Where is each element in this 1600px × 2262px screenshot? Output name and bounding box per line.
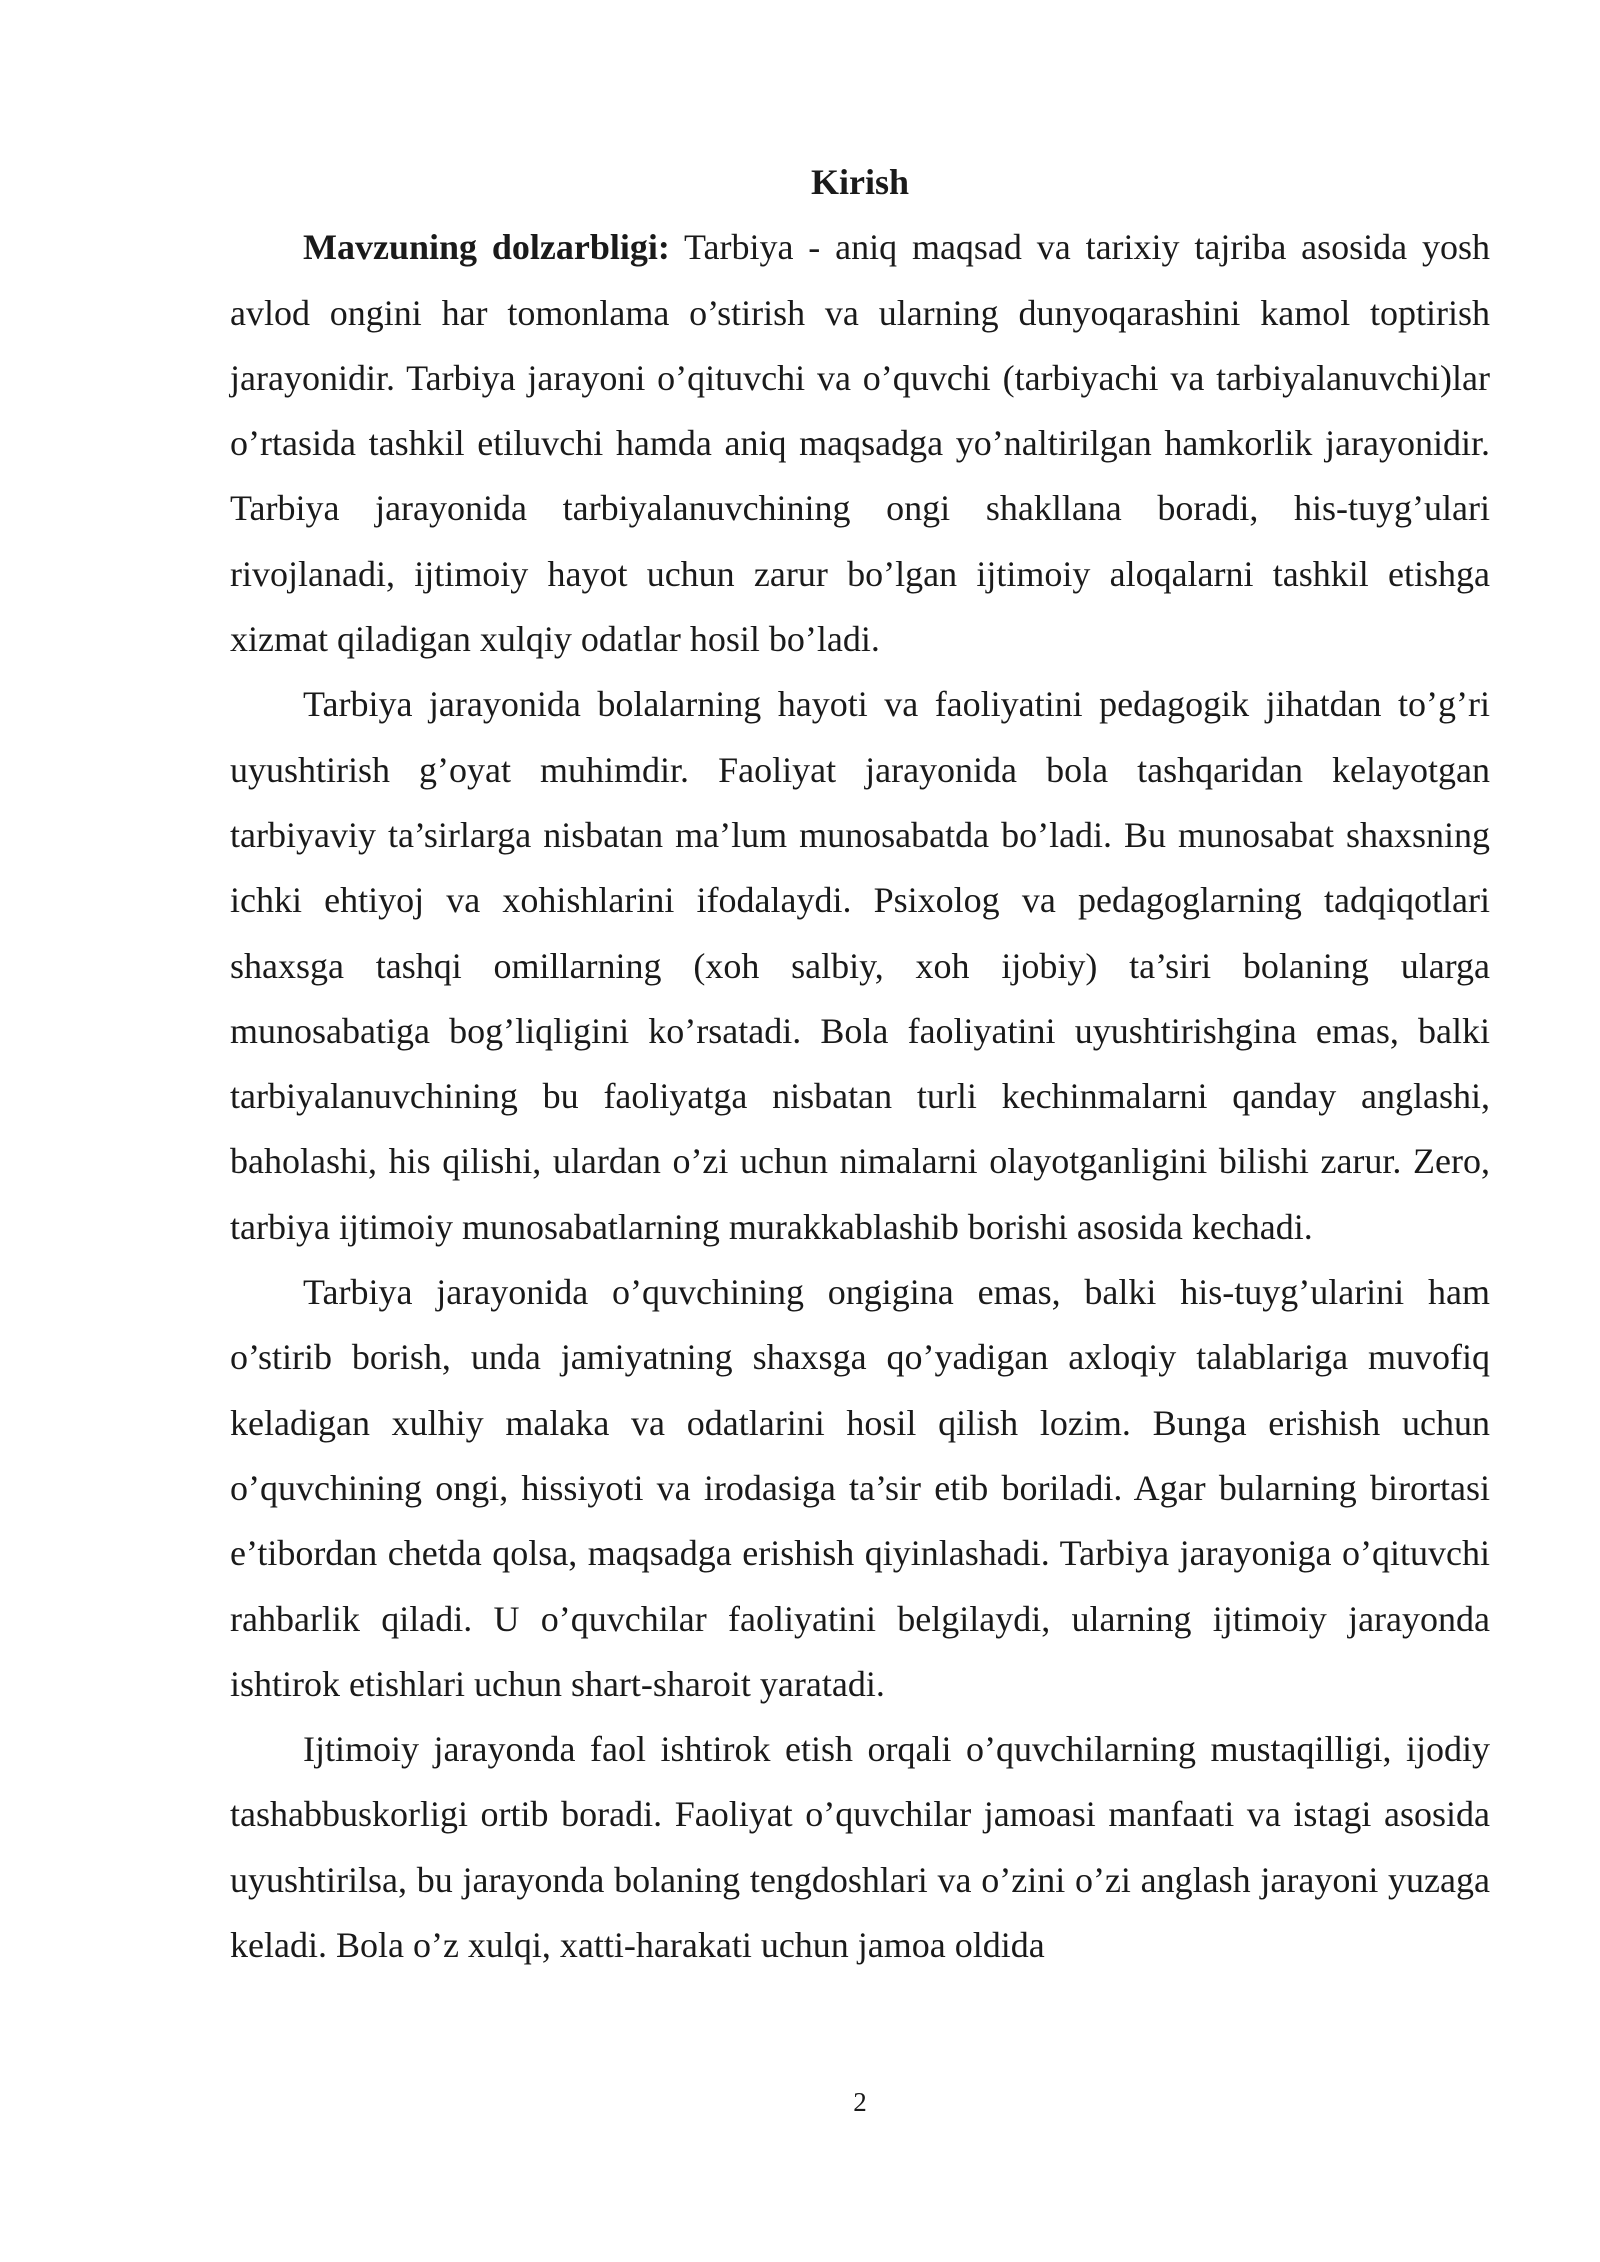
paragraph-1 <box>230 215 1490 672</box>
document-body <box>230 150 1490 1978</box>
paragraph-4: Ijtimoiy jarayonda faol ishtirok etish orqali o’quvchilarning mustaqilligi, ijodiy tashabbuskorligi ortib boradi. Faoliyat o’quvchilar jamoasi manfaati va istagi asosida uyushtirilsa, bu jarayonda bolaning tengdoshlari va o’zini o’zi anglash jarayoni yuzaga keladi. Bola o’z xulqi, xatti-harakati uchun jamoa oldida <box>230 1729 1490 1966</box>
paragraph-3: Tarbiya jarayonida o’quvchining ongigina emas, balki his-tuyg’ularini ham o’stirib borish, unda jamiyatning shaxsga qo’yadigan axloqiy talablariga muvofiq keladigan xulhiy malaka va odatlarini hosil qilish lozim. Bunga erishish uchun o’quvchining ongi, hissiyoti va irodasiga ta’sir etib boriladi. Agar bularning birortasi e’tibordan chetda qolsa, maqsadga erishish qiyinlashadi. Tarbiya jarayoniga o’qituvchi rahbarlik qiladi. U o’quvchilar faoliyatini belgilaydi, ularning ijtimoiy jarayonda ishtirok etishlari uchun shart-sharoit yaratadi. <box>230 1272 1490 1704</box>
page-number: 2 <box>853 2087 867 2117</box>
paragraph-lead: Mavzuning dolzarbligi: <box>303 227 670 268</box>
paragraph-2: Tarbiya jarayonida bolalarning hayoti va faoliyatini pedagogik jihatdan to’g’ri uyushtirish g’oyat muhimdir. Faoliyat jarayonida bola tashqaridan kelayotgan tarbiyaviy ta’sirlarga nisbatan ma’lum munosabatda bo’ladi. Bu munosabat shaxsning ichki ehtiyoj va xohishlarini ifodalaydi. Psixolog va pedagoglarning tadqiqotlari shaxsga tashqi omillarning (xoh salbiy, xoh ijobiy) ta’siri bolaning ularga munosabatiga bog’liqligini ko’rsatadi. Bola faoliyatini uyushtirishgina emas, balki tarbiyalanuvchining bu faoliyatga nisbatan turli kechinmalarni qanday anglashi, baholashi, his qilishi, ulardan o’zi uchun nimalarni olayotganligini bilishi zarur. Zero, tarbiya ijtimoiy munosabatlarning murakkablashib borishi asosida kechadi. <box>230 684 1490 1247</box>
document-title: Kirish <box>810 162 909 202</box>
paragraph-text: Tarbiya - aniq maqsad va tarixiy tajriba asosida yosh avlod ongini har tomonlama o’stirish va ularning dunyoqarashini kamol toptirish jarayonidir. Tarbiya jarayoni o’qituvchi va o’quvchi (tarbiyachi va tarbiyalanuvchi)lar o’rtasida tashkil etiluvchi hamda aniq maqsadga yo’naltirilgan hamkorlik jarayonidir. Tarbiya jarayonida tarbiyalanuvchining ongi shakllana boradi, his-tuyg’ulari rivojlanadi, ijtimoiy hayot uchun zarur bo’lgan ijtimoiy aloqalarni tashkil etishga xizmat qiladigan xulqiy odatlar hosil bo’ladi. <box>230 227 1490 660</box>
